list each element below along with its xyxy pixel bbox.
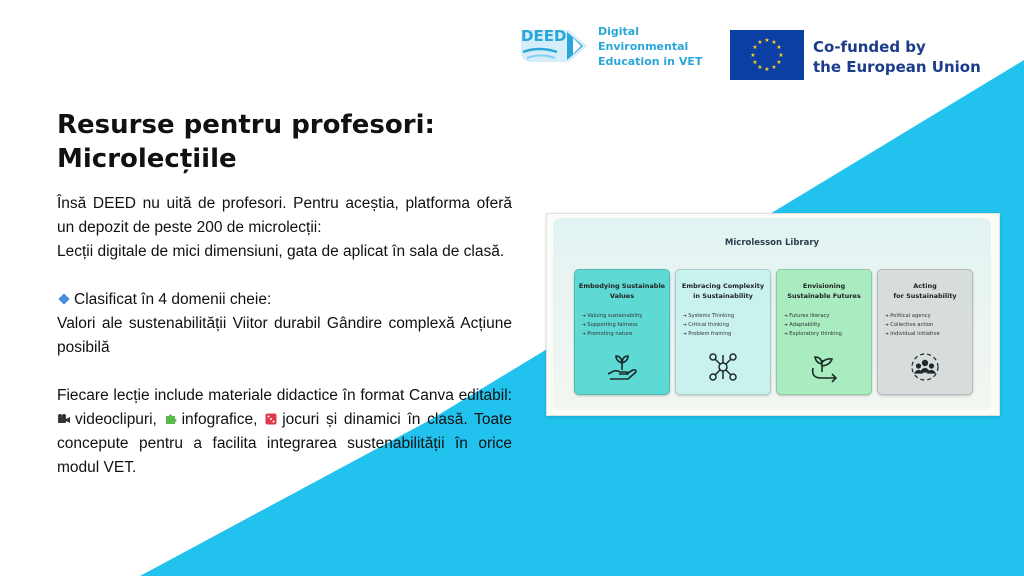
card-item: ➔ Systems Thinking (683, 312, 734, 321)
project-name (598, 24, 702, 69)
svg-text:★: ★ (757, 39, 763, 46)
card-items (784, 312, 842, 339)
svg-text:★: ★ (771, 39, 777, 46)
eu-cofunded-text (813, 37, 981, 77)
community-icon (908, 350, 942, 384)
microlesson-library-image (546, 213, 1000, 416)
card-item: ➔ Adaptability (784, 321, 842, 330)
card-embracing-complexity (675, 269, 771, 395)
puzzle-icon (164, 413, 178, 425)
deed-logo-letters: DEED (521, 27, 567, 45)
svg-text:★: ★ (752, 44, 758, 51)
card-item: ➔ Collective action (885, 321, 940, 330)
card-title: Embodying Sustainable Values (578, 282, 666, 300)
svg-text:★: ★ (752, 59, 758, 66)
svg-text:★: ★ (778, 52, 784, 59)
card-item: ➔ Problem framing (683, 330, 734, 339)
diamond-icon (58, 293, 69, 304)
video-label: videoclipuri, (75, 411, 157, 428)
card-item: ➔ Promoting nature (582, 330, 642, 339)
network-icon (706, 350, 740, 384)
card-items (683, 312, 734, 339)
card-embodying-values (574, 269, 670, 395)
svg-text:★: ★ (764, 66, 770, 73)
library-title: Microlesson Library (724, 238, 820, 248)
project-name-line: Environmental (598, 40, 689, 53)
svg-text:★: ★ (776, 44, 782, 51)
card-items (885, 312, 940, 339)
svg-text:★: ★ (776, 59, 782, 66)
eu-text-line: Co-funded by (813, 38, 926, 56)
intro-paragraph: Însă DEED nu uită de profesori. Pentru aceștia, platforma oferă un depozit de peste 200 de microlecții: (57, 195, 512, 236)
svg-text:★: ★ (757, 64, 763, 71)
card-item: ➔ Individual initiative (885, 330, 940, 339)
card-item: ➔ Critical thinking (683, 321, 734, 330)
svg-text:★: ★ (764, 37, 770, 44)
card-title: Envisioning Sustainable Futures (787, 282, 861, 300)
classified-line (57, 288, 512, 312)
card-item: ➔ Exploratory thinking (784, 330, 842, 339)
project-name-line: Digital (598, 25, 639, 38)
card-item: ➔ Political agency (885, 312, 940, 321)
card-acting-sustainability (877, 269, 973, 395)
card-item: ➔ Futures literacy (784, 312, 842, 321)
page-title (57, 108, 435, 176)
classified-text: Clasificat în 4 domenii cheie: (74, 291, 272, 308)
intro-line2: Lecții digitale de mici dimensiuni, gata de aplicat în sala de clasă. (57, 243, 505, 260)
card-title: Embracing Complexity in Sustainability (681, 282, 765, 300)
title-line: Resurse pentru profesori: (57, 110, 435, 140)
eu-text-line: the European Union (813, 58, 981, 76)
body-text (57, 192, 512, 480)
sprout-arrow-icon (807, 350, 841, 384)
infographic-label: infografice, (181, 411, 258, 428)
svg-text:★: ★ (771, 64, 777, 71)
dice-icon (264, 413, 278, 425)
materials-intro: Fiecare lecție include materiale didactice în format Canva editabil: (57, 387, 512, 404)
card-title: Acting for Sustainability (893, 282, 957, 300)
video-camera-icon (57, 413, 71, 425)
deed-logo (517, 22, 597, 68)
project-name-line: Education in VET (598, 55, 703, 68)
svg-text:★: ★ (750, 52, 756, 59)
eu-flag (730, 30, 804, 80)
card-item: ➔ Valuing sustainability (582, 312, 642, 321)
title-line: Microlecțiile (57, 144, 237, 174)
materials-paragraph (57, 384, 512, 480)
hand-plant-icon (605, 350, 639, 384)
domains-paragraph: Valori ale sustenabilității Viitor durabil Gândire complexă Acțiune posibilă (57, 315, 512, 356)
card-items (582, 312, 642, 339)
library-panel (553, 218, 991, 410)
games-text: jocuri și dinamici în clasă. Toate concepute pentru a facilita integrarea sustenabilității în orice modul VET. (57, 411, 513, 476)
card-item: ➔ Supporting fairness (582, 321, 642, 330)
card-envisioning-futures (776, 269, 872, 395)
